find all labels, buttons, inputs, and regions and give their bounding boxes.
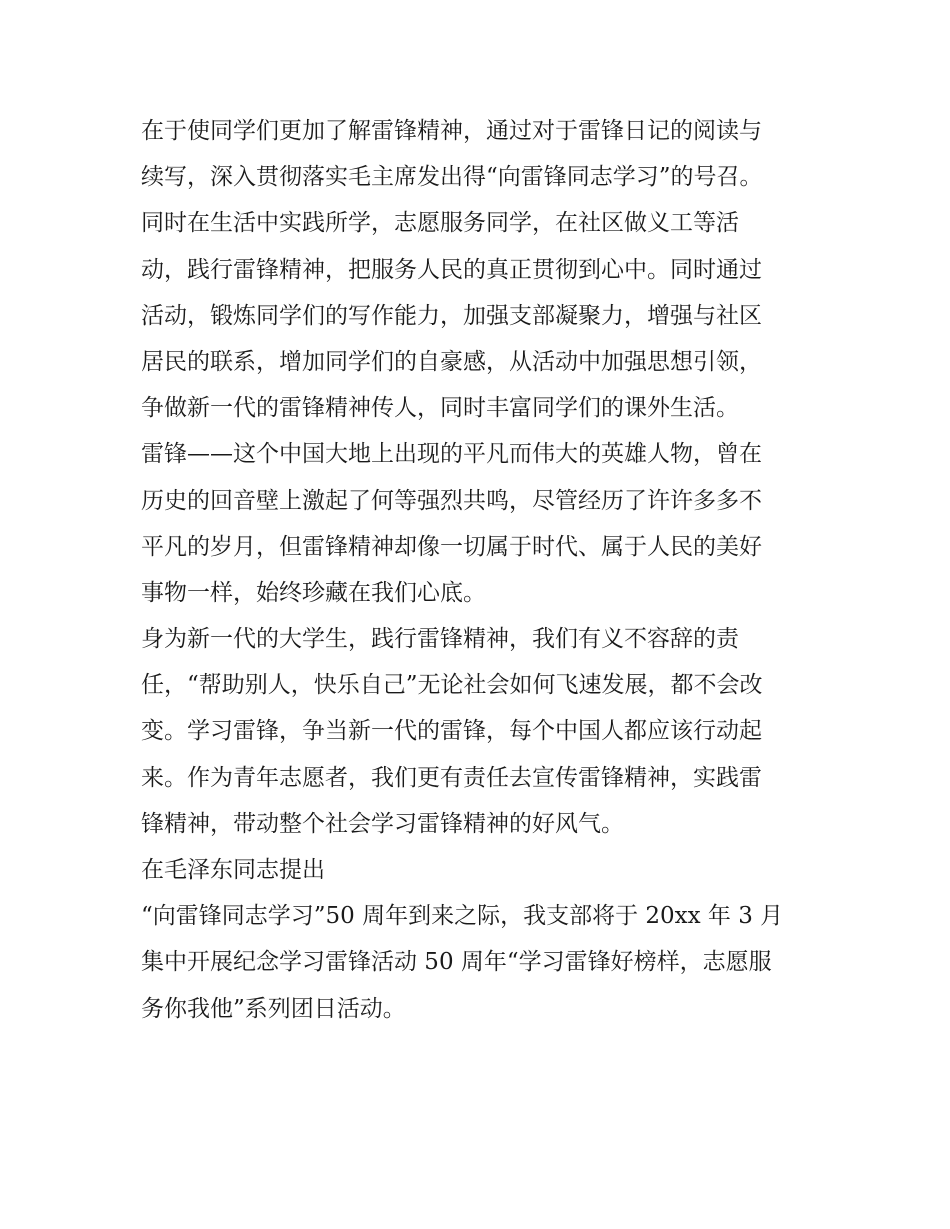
text-line: 务你我他”系列团日活动。 [141,995,406,1022]
text-line: 任，“帮助别人，快乐自己”无论社会如何飞速发展，都不会改 [141,672,763,699]
text-line: “向雷锋同志学习”50 周年到来之际，我支部将于 20xx 年 3 月 [141,903,784,930]
text-line: 锋精神，带动整个社会学习雷锋精神的好风气。 [141,810,624,837]
text-line: 在于使同学们更加了解雷锋精神，通过对于雷锋日记的阅读与 [141,118,762,144]
text-line: 身为新一代的大学生，践行雷锋精神，我们有义不容辞的责 [141,626,739,653]
text-line: 活动，锻炼同学们的写作能力，加强支部凝聚力，增强与社区 [141,302,762,329]
text-line: 续写，深入贯彻落实毛主席发出得“向雷锋同志学习”的号召。 [141,164,763,191]
text-line: 集中开展纪念学习雷锋活动 50 周年“学习雷锋好榜样，志愿服 [141,949,772,976]
text-line: 平凡的岁月，但雷锋精神却像一切属于时代、属于人民的美好 [141,533,762,560]
text-line: 事物一样，始终珍藏在我们心底。 [141,579,486,606]
text-line: 同时在生活中实践所学，志愿服务同学，在社区做义工等活 [141,210,739,237]
text-line: 争做新一代的雷锋精神传人，同时丰富同学们的课外生活。 [141,395,739,422]
text-line: 动，践行雷锋精神，把服务人民的真正贯彻到心中。同时通过 [141,256,762,283]
text-line: 来。作为青年志愿者，我们更有责任去宣传雷锋精神，实践雷 [141,764,762,791]
document-body [141,108,821,1032]
text-line: 雷锋——这个中国大地上出现的平凡而伟大的英雄人物，曾在 [141,441,762,468]
text-line: 变。学习雷锋，争当新一代的雷锋，每个中国人都应该行动起 [141,718,762,745]
text-line: 居民的联系，增加同学们的自豪感，从活动中加强思想引领， [141,348,762,375]
text-line: 历史的回音壁上激起了何等强烈共鸣，尽管经历了许许多多不 [141,487,762,514]
text-line: 在毛泽东同志提出 [141,857,325,883]
